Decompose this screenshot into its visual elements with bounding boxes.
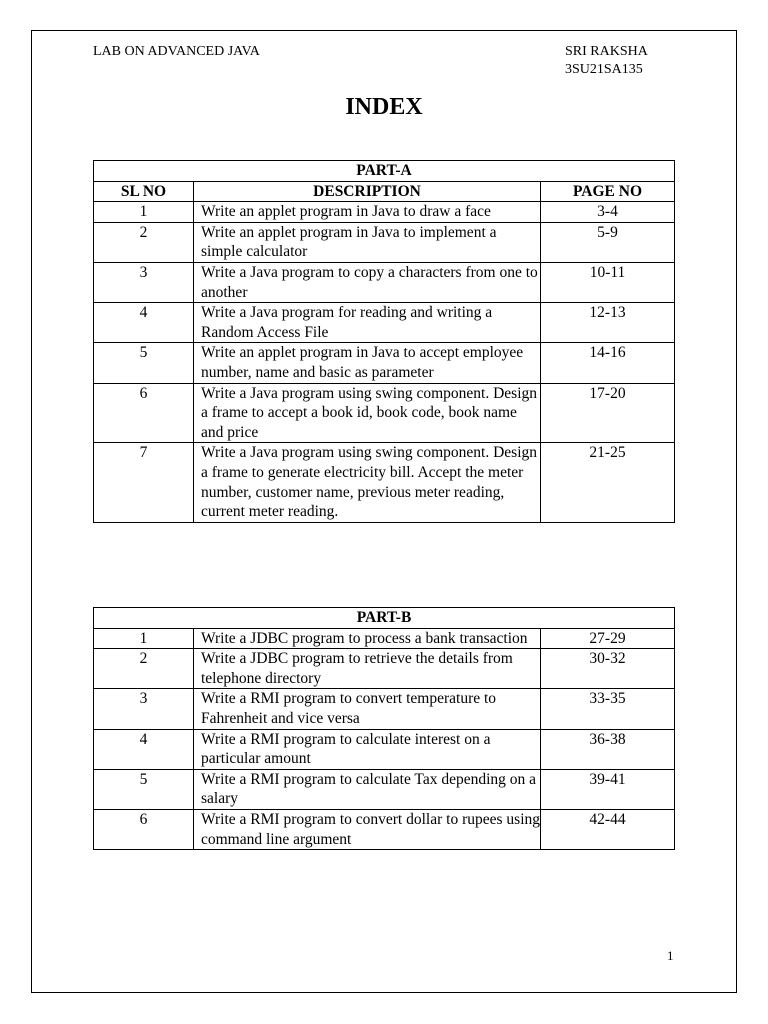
part-a-heading: PART-A [94, 161, 675, 182]
row-sl: 6 [94, 383, 194, 443]
table-row [94, 769, 675, 809]
row-sl: 1 [94, 628, 194, 649]
table-row [94, 222, 675, 262]
row-pages: 42-44 [541, 809, 675, 849]
row-pages: 27-29 [541, 628, 675, 649]
col-description: DESCRIPTION [194, 181, 541, 202]
row-description: Write an applet program in Java to implement a simple calculator [194, 222, 541, 262]
row-description: Write a RMI program to convert dollar to rupees using command line argument [194, 809, 541, 849]
col-sl-no: SL NO [94, 181, 194, 202]
table-row [94, 202, 675, 223]
table-row [94, 628, 675, 649]
row-pages: 3-4 [541, 202, 675, 223]
table-row [94, 443, 675, 522]
row-sl: 4 [94, 303, 194, 343]
table-row [94, 262, 675, 302]
student-id: 3SU21SA135 [565, 62, 643, 77]
student-name: SRI RAKSHA [565, 44, 648, 59]
col-page-no: PAGE NO [541, 181, 675, 202]
table-row [94, 729, 675, 769]
row-description: Write a Java program using swing component. Design a frame to generate electricity bill. Accept the meter number, customer name, previous meter reading, current meter reading. [194, 443, 541, 522]
row-pages: 36-38 [541, 729, 675, 769]
row-pages: 39-41 [541, 769, 675, 809]
table-row [94, 689, 675, 729]
row-description: Write a RMI program to convert temperature to Fahrenheit and vice versa [194, 689, 541, 729]
row-pages: 21-25 [541, 443, 675, 522]
part-a-table [93, 160, 675, 523]
row-sl: 5 [94, 343, 194, 383]
row-sl: 2 [94, 649, 194, 689]
row-description: Write an applet program in Java to draw a face [194, 202, 541, 223]
page-number: 1 [667, 948, 674, 963]
row-pages: 33-35 [541, 689, 675, 729]
course-title: LAB ON ADVANCED JAVA [93, 44, 260, 59]
row-sl: 1 [94, 202, 194, 223]
row-description: Write a Java program using swing component. Design a frame to accept a book id, book code, book name and price [194, 383, 541, 443]
row-sl: 3 [94, 689, 194, 729]
row-sl: 6 [94, 809, 194, 849]
row-pages: 14-16 [541, 343, 675, 383]
row-sl: 5 [94, 769, 194, 809]
row-sl: 3 [94, 262, 194, 302]
part-b-heading: PART-B [94, 608, 675, 629]
row-description: Write a JDBC program to process a bank transaction [194, 628, 541, 649]
row-description: Write a Java program for reading and writing a Random Access File [194, 303, 541, 343]
row-description: Write a RMI program to calculate Tax depending on a salary [194, 769, 541, 809]
row-sl: 2 [94, 222, 194, 262]
table-row [94, 383, 675, 443]
table-row [94, 809, 675, 849]
student-info [565, 43, 648, 79]
table-row [94, 303, 675, 343]
row-pages: 17-20 [541, 383, 675, 443]
row-sl: 4 [94, 729, 194, 769]
row-sl: 7 [94, 443, 194, 522]
row-description: Write a JDBC program to retrieve the details from telephone directory [194, 649, 541, 689]
row-pages: 30-32 [541, 649, 675, 689]
table-row [94, 649, 675, 689]
row-description: Write a Java program to copy a characters from one to another [194, 262, 541, 302]
row-pages: 10-11 [541, 262, 675, 302]
row-pages: 12-13 [541, 303, 675, 343]
table-row [94, 343, 675, 383]
page-title: INDEX [345, 94, 423, 120]
part-b-table [93, 607, 675, 850]
row-pages: 5-9 [541, 222, 675, 262]
row-description: Write an applet program in Java to accept employee number, name and basic as parameter [194, 343, 541, 383]
row-description: Write a RMI program to calculate interest on a particular amount [194, 729, 541, 769]
